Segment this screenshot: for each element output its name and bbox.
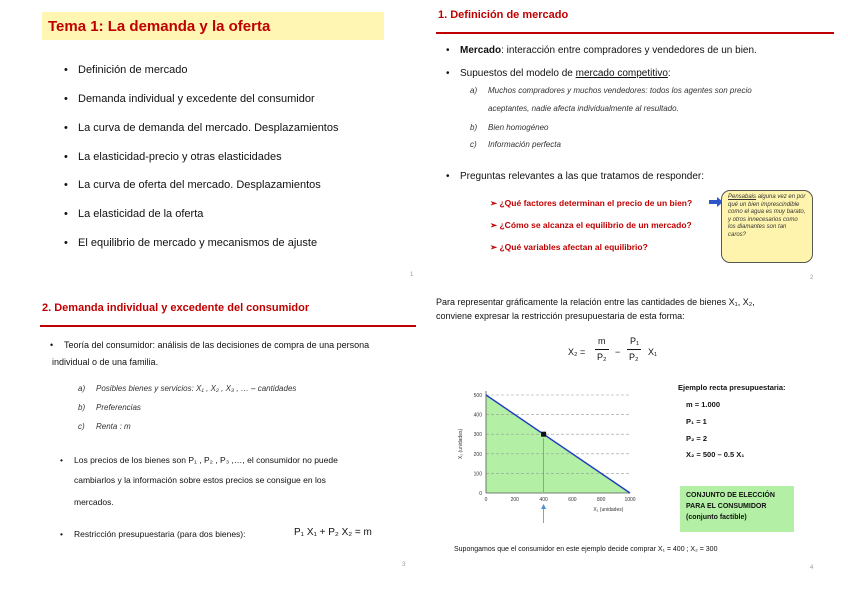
question-2: ➢ ¿Cómo se alcanza el equilibrio de un mercado? (490, 220, 692, 230)
restriccion-formula: P₁ X₁ + P₂ X₂ = m (294, 527, 372, 538)
y-tick-label: 200 (473, 451, 482, 458)
slide-2-title: 1. Definición de mercado (438, 9, 569, 21)
mercado-definition (460, 45, 757, 56)
precios-line-1: • Los precios de los bienes son P₁ , P₂ , P₃ ,…, el consumidor no puede (74, 455, 338, 465)
sub-label: b) (470, 123, 478, 132)
example-line: X₂ = 500 – 0.5 X₁ (686, 450, 745, 459)
x-tick-label: 200 (510, 497, 519, 503)
example-line: P₂ = 2 (686, 434, 708, 443)
sub-text: Posibles bienes y servicios: X₁ , X₂ , X₃ , … – cantidades (96, 384, 297, 393)
sub-label: b) (78, 403, 86, 412)
preguntas-heading: • Preguntas relevantes a las que tratamos de responder: (460, 171, 704, 182)
question-text: ¿Qué variables afectan al equilibrio? (499, 242, 648, 252)
list-item: • La elasticidad de la oferta (78, 208, 203, 220)
teoria-label: Teoría del consumidor (64, 340, 153, 350)
list-item: • La elasticidad-precio y otras elasticidades (78, 151, 282, 163)
y-tick-label: 300 (473, 432, 482, 439)
y-axis-label: X₂ (unidades) (458, 428, 464, 460)
formula-num1: m (598, 336, 606, 346)
page-number: 2 (810, 275, 814, 281)
example-line: m = 1.000 (686, 400, 720, 409)
sub-text: aceptantes, nadie afecta individualmente al resultado. (488, 104, 679, 113)
mercado-label: Mercado (460, 45, 502, 56)
note-text: alguna vez en por qué un bien imprescindible como el agua es muy barato, y otros innecesarios como los diamantes son tan caros? (728, 194, 806, 238)
x-tick-label: 800 (597, 497, 606, 503)
x-tick-label: 400 (539, 497, 548, 503)
precios-line-3: mercados. (74, 497, 114, 507)
question-1: ➢ ¿Qué factores determinan el precio de un bien? (490, 198, 693, 208)
arrow-up-icon (541, 504, 546, 509)
sub-text: Muchos compradores y muchos vendedores: todos los agentes son precio (488, 86, 752, 95)
budget-line-chart (448, 385, 648, 525)
x-axis-label: X₁ (unidades) (593, 507, 624, 513)
formula-minus: − (615, 347, 621, 357)
note-lead: Pensabais (728, 194, 757, 200)
example-title: Ejemplo recta presupuestaria: (678, 383, 786, 392)
title-divider (436, 32, 834, 34)
mercado-text: : interacción entre compradores y vendedores de un bien. (501, 45, 757, 56)
slide-1 (0, 0, 424, 289)
page-number: 1 (410, 272, 414, 278)
sub-text: Bien homogéneo (488, 123, 549, 132)
restriccion-label: • Restricción presupuestaria (para dos bienes): (74, 529, 246, 539)
slide-3-title: 2. Demanda individual y excedente del consumidor (42, 302, 310, 314)
list-item: • Demanda individual y excedente del consumidor (78, 93, 315, 105)
feasible-set-line: CONJUNTO DE ELECCIÓN (686, 492, 775, 499)
formula-lhs: X₂ = (568, 347, 586, 357)
title-divider (40, 325, 416, 327)
slide-1-title: Tema 1: La demanda y la oferta (48, 18, 271, 35)
supuestos-suffix: : (667, 68, 671, 79)
teoria-line-2: individual o de una familia. (52, 357, 159, 367)
formula-rhs: X₁ (648, 347, 658, 357)
supuestos-prefix: Supuestos del modelo de (460, 68, 576, 79)
question-text: ¿Qué factores determinan el precio de un bien? (499, 198, 693, 208)
x-tick-label: 1000 (624, 497, 636, 503)
supuestos-heading (460, 68, 671, 79)
formula-den2: P₂ (629, 352, 639, 362)
list-item: • Definición de mercado (78, 64, 187, 76)
supuestos-underlined: mercado competitivo (575, 68, 668, 79)
formula-num2: P₁ (630, 336, 640, 346)
page-number: 4 (810, 565, 814, 571)
page-number: 3 (402, 562, 406, 568)
list-item: • La curva de demanda del mercado. Desplazamientos (78, 122, 338, 134)
formula-den1: P₂ (597, 352, 607, 362)
y-tick-label: 500 (473, 393, 482, 399)
example-line: P₁ = 1 (686, 417, 707, 426)
y-tick-label: 0 (479, 491, 482, 497)
sub-text: Renta : m (96, 422, 131, 431)
fraction-bar (627, 349, 641, 350)
slide-4 (424, 289, 848, 579)
sub-label: a) (470, 86, 478, 95)
intro-line-1: Para representar gráficamente la relación entre las cantidades de bienes X₁, X₂, (436, 297, 755, 307)
question-3: ➢ ¿Qué variables afectan al equilibrio? (490, 242, 648, 252)
teoria-line (64, 340, 369, 350)
slide-2 (424, 0, 848, 289)
question-text: ¿Cómo se alcanza el equilibrio de un mercado? (499, 220, 692, 230)
y-tick-label: 100 (473, 471, 482, 478)
x-tick-label: 600 (568, 497, 577, 503)
sub-text: Información perfecta (488, 140, 561, 149)
y-tick-label: 400 (473, 412, 482, 419)
sub-label: a) (78, 384, 86, 393)
feasible-set-box (680, 486, 794, 532)
list-item: • La curva de oferta del mercado. Desplazamientos (78, 179, 321, 191)
intro-line-2: conviene expresar la restricción presupuestaria de esta forma: (436, 311, 685, 321)
feasible-set-line: (conjunto factible) (686, 514, 747, 521)
precios-line-2: cambiarlos y la información sobre estos precios se consigue en los (74, 475, 326, 485)
budget-formula (568, 336, 708, 372)
teoria-text: : análisis de las decisiones de compra de una persona (152, 340, 370, 350)
sub-label: c) (78, 422, 85, 431)
x-tick-label: 0 (484, 497, 488, 503)
chosen-point-marker (541, 432, 546, 437)
fraction-bar (595, 349, 609, 350)
feasible-set-line: PARA EL CONSUMIDOR (686, 503, 767, 510)
slide-3 (0, 289, 424, 579)
sub-label: c) (470, 140, 477, 149)
bottom-text: Supongamos que el consumidor en este ejemplo decide comprar X₁ = 400 ; X₂ = 300 (454, 546, 718, 553)
note-box (721, 190, 813, 263)
sub-text: Preferencias (96, 403, 141, 412)
list-item: • El equilibrio de mercado y mecanismos de ajuste (78, 237, 317, 249)
